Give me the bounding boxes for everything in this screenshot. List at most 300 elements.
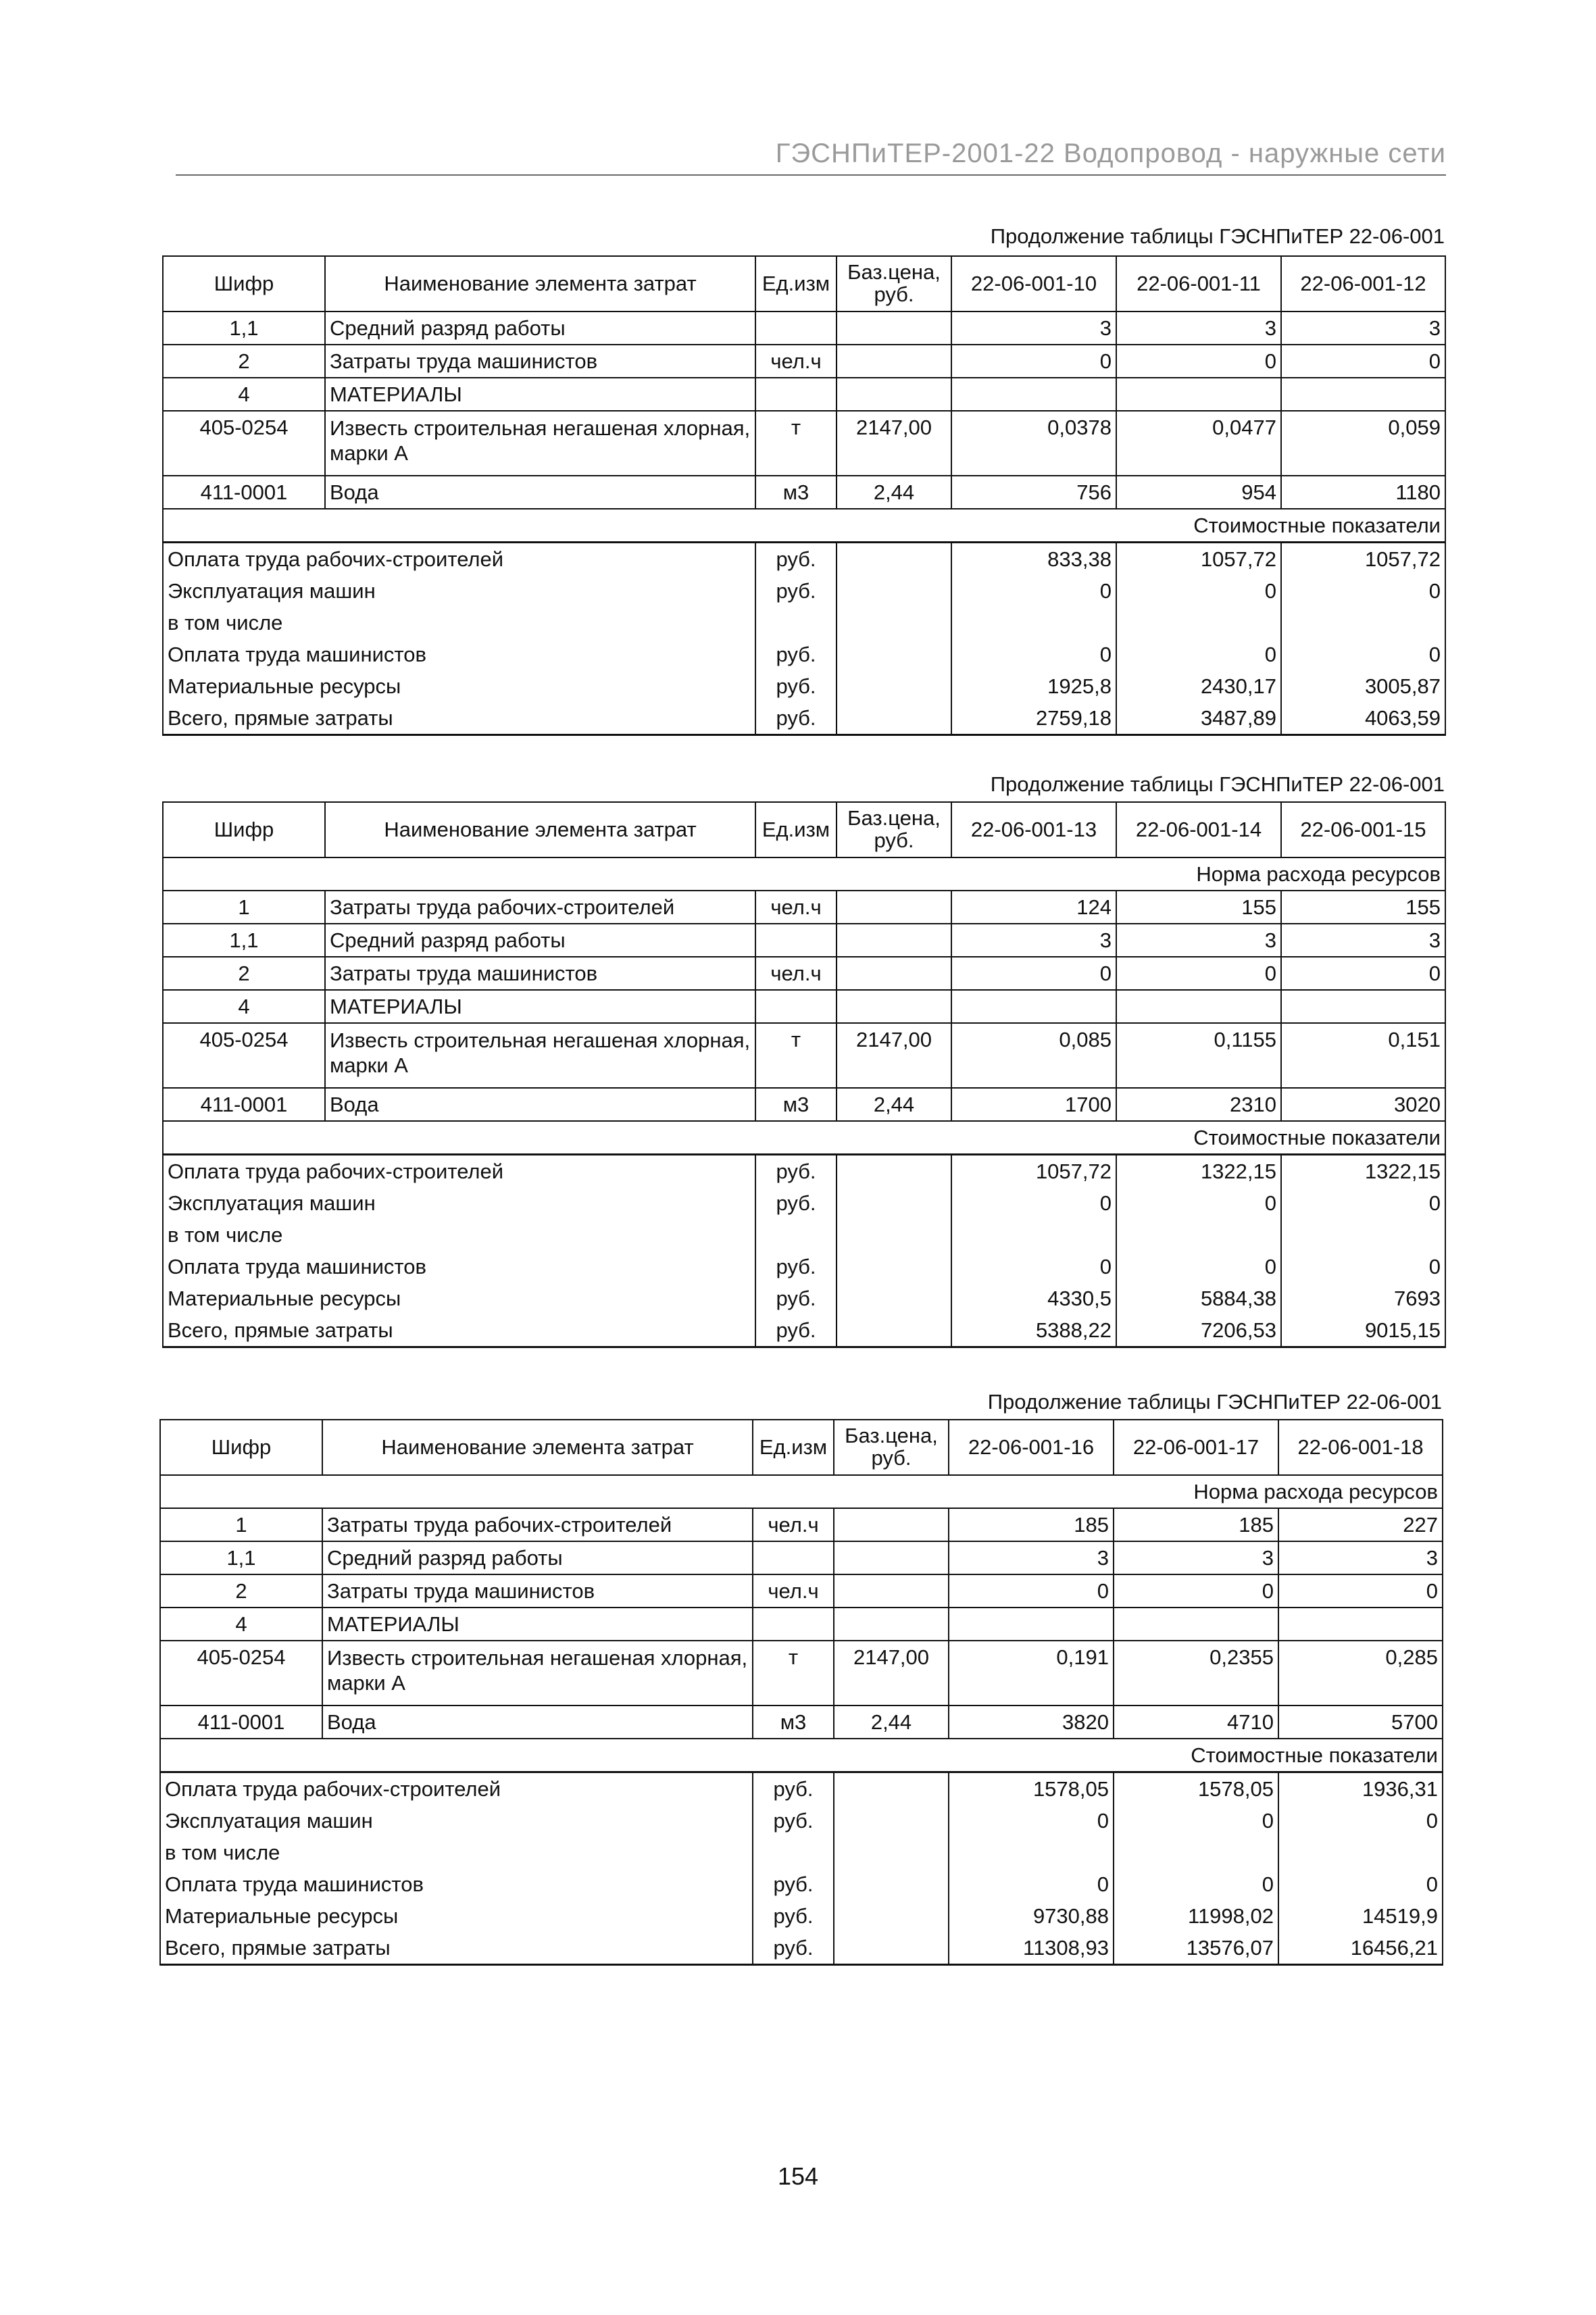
cost-row [163, 702, 1445, 735]
row-code: 411-0001 [163, 476, 325, 509]
header-unit: Ед.изм [755, 256, 837, 312]
row-value: 0,0378 [951, 411, 1116, 476]
row-price [837, 378, 951, 411]
cost-price [837, 702, 951, 735]
table-row [163, 345, 1445, 378]
row-value: 0 [951, 345, 1116, 378]
row-code: 405-0254 [160, 1641, 322, 1706]
cost-price [834, 1932, 949, 1965]
row-name: Вода [325, 476, 755, 509]
cost-value: 9730,88 [949, 1900, 1114, 1932]
cost-unit: руб. [755, 1314, 837, 1347]
row-unit [753, 1608, 834, 1641]
cost-value [1116, 607, 1281, 639]
row-price: 2,44 [837, 476, 951, 509]
row-unit: м3 [755, 1088, 837, 1121]
row-price [837, 957, 951, 990]
row-value [1281, 990, 1445, 1023]
cost-unit: руб. [755, 1155, 837, 1188]
table-row [163, 1023, 1445, 1088]
row-price [837, 891, 951, 924]
cost-section-label: Стоимостные показатели [160, 1739, 1443, 1772]
header-rate-code: 22-06-001-13 [951, 802, 1116, 857]
header-rate-code: 22-06-001-12 [1281, 256, 1445, 312]
header-row [160, 1420, 1443, 1475]
cost-value [1278, 1837, 1443, 1868]
cost-value: 11308,93 [949, 1932, 1114, 1965]
running-header: ГЭСНПиТЕР-2001-22 Водопровод - наружные сети [775, 139, 1446, 168]
cost-value [951, 1219, 1116, 1251]
row-price: 2147,00 [837, 1023, 951, 1088]
cost-value: 1578,05 [949, 1772, 1114, 1806]
cost-value: 0 [951, 639, 1116, 670]
row-value: 0 [1116, 345, 1281, 378]
table-caption: Продолжение таблицы ГЭСНПиТЕР 22-06-001 [990, 772, 1445, 796]
cost-row [163, 1155, 1445, 1188]
row-value: 0,059 [1281, 411, 1445, 476]
cost-name: Всего, прямые затраты [160, 1932, 753, 1965]
row-value: 3 [1281, 312, 1445, 345]
row-value: 0 [951, 957, 1116, 990]
row-name: Вода [325, 1088, 755, 1121]
row-name: Известь строительная негашеная хлорная, марки А [322, 1641, 753, 1706]
cost-value: 0 [1281, 575, 1445, 607]
cost-unit: руб. [755, 670, 837, 702]
cost-value: 0 [1114, 1868, 1278, 1900]
cost-unit: руб. [755, 543, 837, 576]
cost-row [163, 639, 1445, 670]
cost-row [163, 607, 1445, 639]
row-value: 227 [1278, 1508, 1443, 1541]
table-row [163, 1088, 1445, 1121]
cost-value: 2430,17 [1116, 670, 1281, 702]
row-unit [755, 378, 837, 411]
cost-value: 2759,18 [951, 702, 1116, 735]
row-price: 2,44 [834, 1706, 949, 1739]
header-code: Шифр [160, 1420, 322, 1475]
cost-name: в том числе [163, 607, 755, 639]
row-code: 1,1 [163, 312, 325, 345]
page-number: 154 [777, 2162, 819, 2190]
row-value: 185 [949, 1508, 1114, 1541]
cost-value: 3487,89 [1116, 702, 1281, 735]
cost-value: 0 [949, 1805, 1114, 1837]
row-unit: чел.ч [753, 1574, 834, 1608]
cost-name: Эксплуатация машин [163, 575, 755, 607]
row-unit [755, 990, 837, 1023]
cost-price [837, 1219, 951, 1251]
cost-price [837, 639, 951, 670]
header-rate-code: 22-06-001-10 [951, 256, 1116, 312]
row-name: Затраты труда машинистов [322, 1574, 753, 1608]
row-value: 1700 [951, 1088, 1116, 1121]
table-row [163, 411, 1445, 476]
row-value: 3 [951, 312, 1116, 345]
row-name: Вода [322, 1706, 753, 1739]
cost-value: 0 [951, 1187, 1116, 1219]
cost-value: 0 [1116, 1251, 1281, 1283]
row-name: Средний разряд работы [325, 924, 755, 957]
table-row [163, 378, 1445, 411]
cost-price [837, 670, 951, 702]
row-name: Затраты труда машинистов [325, 957, 755, 990]
section-row [163, 857, 1445, 891]
cost-value: 7206,53 [1116, 1314, 1281, 1347]
row-value: 155 [1281, 891, 1445, 924]
row-price [837, 312, 951, 345]
row-unit [755, 924, 837, 957]
cost-value [1281, 1219, 1445, 1251]
cost-value [1114, 1837, 1278, 1868]
row-value: 0,085 [951, 1023, 1116, 1088]
cost-section-label: Стоимостные показатели [163, 1121, 1445, 1155]
cost-name: Всего, прямые затраты [163, 1314, 755, 1347]
row-code: 2 [163, 957, 325, 990]
cost-name: Всего, прямые затраты [163, 702, 755, 735]
header-name: Наименование элемента затрат [322, 1420, 753, 1475]
row-price: 2147,00 [837, 411, 951, 476]
cost-row [163, 543, 1445, 576]
table-caption: Продолжение таблицы ГЭСНПиТЕР 22-06-001 [987, 1390, 1442, 1414]
cost-name: в том числе [160, 1837, 753, 1868]
cost-row [160, 1772, 1443, 1806]
cost-unit: руб. [755, 1251, 837, 1283]
cost-price [834, 1772, 949, 1806]
row-code: 411-0001 [163, 1088, 325, 1121]
cost-row [163, 1314, 1445, 1347]
row-value [1278, 1608, 1443, 1641]
row-name: Затраты труда рабочих-строителей [325, 891, 755, 924]
cost-row [160, 1837, 1443, 1868]
cost-unit: руб. [755, 575, 837, 607]
row-value: 756 [951, 476, 1116, 509]
row-value: 3 [949, 1541, 1114, 1574]
header-unit: Ед.изм [753, 1420, 834, 1475]
cost-price [837, 1187, 951, 1219]
header-rate-code: 22-06-001-14 [1116, 802, 1281, 857]
section-row [163, 509, 1445, 543]
row-price: 2,44 [837, 1088, 951, 1121]
table-caption: Продолжение таблицы ГЭСНПиТЕР 22-06-001 [990, 224, 1445, 248]
row-value: 3 [1114, 1541, 1278, 1574]
cost-name: Материальные ресурсы [163, 1283, 755, 1314]
row-value: 0,1155 [1116, 1023, 1281, 1088]
row-unit: м3 [753, 1706, 834, 1739]
cost-price [834, 1900, 949, 1932]
cost-row [160, 1932, 1443, 1965]
cost-value: 0 [1281, 639, 1445, 670]
cost-value: 0 [1278, 1868, 1443, 1900]
cost-section-label: Стоимостные показатели [163, 509, 1445, 543]
row-name: Известь строительная негашеная хлорная, марки А [325, 1023, 755, 1088]
row-value: 124 [951, 891, 1116, 924]
row-unit: чел.ч [755, 957, 837, 990]
row-value [951, 378, 1116, 411]
row-unit: чел.ч [753, 1508, 834, 1541]
row-code: 1,1 [160, 1541, 322, 1574]
cost-value: 0 [1281, 1251, 1445, 1283]
cost-value: 1057,72 [1116, 543, 1281, 576]
cost-unit: руб. [755, 1187, 837, 1219]
cost-name: Оплата труда рабочих-строителей [163, 543, 755, 576]
cost-value: 13576,07 [1114, 1932, 1278, 1965]
row-value: 0 [949, 1574, 1114, 1608]
row-name: МАТЕРИАЛЫ [322, 1608, 753, 1641]
header-price: Баз.цена, руб. [837, 256, 951, 312]
row-value: 0,0477 [1116, 411, 1281, 476]
row-price: 2147,00 [834, 1641, 949, 1706]
cost-name: Оплата труда машинистов [160, 1868, 753, 1900]
row-value [1116, 990, 1281, 1023]
row-value: 0 [1278, 1574, 1443, 1608]
header-rate-code: 22-06-001-16 [949, 1420, 1114, 1475]
cost-price [834, 1868, 949, 1900]
cost-value: 1057,72 [951, 1155, 1116, 1188]
cost-price [837, 1314, 951, 1347]
cost-value [949, 1837, 1114, 1868]
row-code: 1 [163, 891, 325, 924]
row-value [1114, 1608, 1278, 1641]
cost-value: 0 [951, 1251, 1116, 1283]
row-code: 2 [163, 345, 325, 378]
cost-row [163, 1219, 1445, 1251]
row-value: 5700 [1278, 1706, 1443, 1739]
row-value: 3 [951, 924, 1116, 957]
cost-value [951, 607, 1116, 639]
row-name: МАТЕРИАЛЫ [325, 378, 755, 411]
row-name: Затраты труда рабочих-строителей [322, 1508, 753, 1541]
row-value: 4710 [1114, 1706, 1278, 1739]
row-value: 0,191 [949, 1641, 1114, 1706]
cost-price [834, 1837, 949, 1868]
row-name: МАТЕРИАЛЫ [325, 990, 755, 1023]
row-value: 3 [1116, 924, 1281, 957]
cost-value: 1322,15 [1116, 1155, 1281, 1188]
row-code: 4 [163, 990, 325, 1023]
cost-value: 14519,9 [1278, 1900, 1443, 1932]
row-value: 0 [1281, 345, 1445, 378]
table-row [160, 1541, 1443, 1574]
header-price: Баз.цена, руб. [834, 1420, 949, 1475]
cost-value: 1936,31 [1278, 1772, 1443, 1806]
row-name: Известь строительная негашеная хлорная, марки А [325, 411, 755, 476]
row-value: 3 [1116, 312, 1281, 345]
cost-unit [753, 1837, 834, 1868]
row-name: Средний разряд работы [325, 312, 755, 345]
row-price [834, 1574, 949, 1608]
row-code: 4 [160, 1608, 322, 1641]
section-row [160, 1475, 1443, 1508]
header-row [163, 802, 1445, 857]
section-row [160, 1739, 1443, 1772]
table-row [163, 990, 1445, 1023]
row-value: 3 [1281, 924, 1445, 957]
cost-value: 4063,59 [1281, 702, 1445, 735]
table-row [163, 312, 1445, 345]
cost-row [160, 1805, 1443, 1837]
cost-value: 0 [1281, 1187, 1445, 1219]
cost-value: 3005,87 [1281, 670, 1445, 702]
cost-row [163, 1283, 1445, 1314]
cost-name: Оплата труда машинистов [163, 1251, 755, 1283]
cost-value: 5388,22 [951, 1314, 1116, 1347]
cost-value [1116, 1219, 1281, 1251]
header-rate-code: 22-06-001-18 [1278, 1420, 1443, 1475]
table-row [160, 1706, 1443, 1739]
table-row [163, 924, 1445, 957]
cost-value: 7693 [1281, 1283, 1445, 1314]
cost-price [834, 1805, 949, 1837]
cost-unit: руб. [753, 1772, 834, 1806]
header-code: Шифр [163, 802, 325, 857]
row-code: 1 [160, 1508, 322, 1541]
cost-value: 0 [1116, 639, 1281, 670]
table-row [160, 1641, 1443, 1706]
row-name: Затраты труда машинистов [325, 345, 755, 378]
cost-unit: руб. [753, 1805, 834, 1837]
cost-value: 833,38 [951, 543, 1116, 576]
cost-unit: руб. [755, 702, 837, 735]
norm-table [159, 1419, 1443, 1966]
cost-name: Материальные ресурсы [163, 670, 755, 702]
header-price: Баз.цена, руб. [837, 802, 951, 857]
cost-name: в том числе [163, 1219, 755, 1251]
row-value: 1180 [1281, 476, 1445, 509]
row-code: 4 [163, 378, 325, 411]
cost-name: Оплата труда рабочих-строителей [163, 1155, 755, 1188]
row-name: Средний разряд работы [322, 1541, 753, 1574]
row-price [837, 990, 951, 1023]
cost-value: 1057,72 [1281, 543, 1445, 576]
cost-value: 0 [1278, 1805, 1443, 1837]
cost-price [837, 1155, 951, 1188]
row-value: 2310 [1116, 1088, 1281, 1121]
row-value: 155 [1116, 891, 1281, 924]
cost-row [160, 1900, 1443, 1932]
cost-unit [755, 1219, 837, 1251]
cost-unit: руб. [753, 1932, 834, 1965]
row-value: 0 [1281, 957, 1445, 990]
cost-value: 0 [1114, 1805, 1278, 1837]
cost-value: 4330,5 [951, 1283, 1116, 1314]
row-code: 405-0254 [163, 411, 325, 476]
cost-unit: руб. [755, 1283, 837, 1314]
row-price [834, 1541, 949, 1574]
row-value: 954 [1116, 476, 1281, 509]
row-code: 1,1 [163, 924, 325, 957]
row-code: 405-0254 [163, 1023, 325, 1088]
row-price [837, 345, 951, 378]
cost-name: Оплата труда рабочих-строителей [160, 1772, 753, 1806]
row-value: 185 [1114, 1508, 1278, 1541]
row-value: 3 [1278, 1541, 1443, 1574]
row-value: 0,151 [1281, 1023, 1445, 1088]
cost-value: 9015,15 [1281, 1314, 1445, 1347]
row-value: 0 [1116, 957, 1281, 990]
cost-row [163, 1187, 1445, 1219]
table-row [160, 1608, 1443, 1641]
row-value [949, 1608, 1114, 1641]
row-value: 3020 [1281, 1088, 1445, 1121]
cost-value: 1578,05 [1114, 1772, 1278, 1806]
row-unit: чел.ч [755, 891, 837, 924]
section-row [163, 1121, 1445, 1155]
norm-table [162, 255, 1446, 736]
row-value: 3820 [949, 1706, 1114, 1739]
table-row [160, 1574, 1443, 1608]
cost-value: 11998,02 [1114, 1900, 1278, 1932]
row-unit: т [755, 1023, 837, 1088]
cost-value: 0 [1116, 1187, 1281, 1219]
cost-name: Материальные ресурсы [160, 1900, 753, 1932]
table-row [163, 891, 1445, 924]
header-rate-code: 22-06-001-15 [1281, 802, 1445, 857]
header-rule [176, 174, 1446, 176]
header-name: Наименование элемента затрат [325, 802, 755, 857]
header-name: Наименование элемента затрат [325, 256, 755, 312]
cost-price [837, 1251, 951, 1283]
header-rate-code: 22-06-001-11 [1116, 256, 1281, 312]
row-price [834, 1508, 949, 1541]
row-unit [755, 312, 837, 345]
row-unit: чел.ч [755, 345, 837, 378]
table-row [160, 1508, 1443, 1541]
row-value [1116, 378, 1281, 411]
cost-value [1281, 607, 1445, 639]
cost-unit: руб. [753, 1868, 834, 1900]
norm-section-label: Норма расхода ресурсов [160, 1475, 1443, 1508]
cost-value: 1925,8 [951, 670, 1116, 702]
cost-value: 0 [951, 575, 1116, 607]
row-unit [753, 1541, 834, 1574]
row-value [951, 990, 1116, 1023]
cost-value: 16456,21 [1278, 1932, 1443, 1965]
cost-name: Эксплуатация машин [163, 1187, 755, 1219]
cost-row [163, 575, 1445, 607]
header-unit: Ед.изм [755, 802, 837, 857]
cost-price [837, 607, 951, 639]
row-unit: т [753, 1641, 834, 1706]
cost-unit [755, 607, 837, 639]
cost-value: 0 [1116, 575, 1281, 607]
cost-name: Эксплуатация машин [160, 1805, 753, 1837]
cost-name: Оплата труда машинистов [163, 639, 755, 670]
row-price [837, 924, 951, 957]
header-row [163, 256, 1445, 312]
cost-row [160, 1868, 1443, 1900]
row-value: 0 [1114, 1574, 1278, 1608]
cost-row [163, 670, 1445, 702]
row-value: 0,2355 [1114, 1641, 1278, 1706]
cost-price [837, 1283, 951, 1314]
row-price [834, 1608, 949, 1641]
cost-value: 5884,38 [1116, 1283, 1281, 1314]
row-code: 2 [160, 1574, 322, 1608]
header-rate-code: 22-06-001-17 [1114, 1420, 1278, 1475]
cost-price [837, 575, 951, 607]
cost-value: 0 [949, 1868, 1114, 1900]
table-row [163, 957, 1445, 990]
row-value: 0,285 [1278, 1641, 1443, 1706]
row-unit: м3 [755, 476, 837, 509]
cost-price [837, 543, 951, 576]
row-code: 411-0001 [160, 1706, 322, 1739]
cost-unit: руб. [753, 1900, 834, 1932]
norm-table [162, 801, 1446, 1348]
cost-unit: руб. [755, 639, 837, 670]
header-code: Шифр [163, 256, 325, 312]
cost-value: 1322,15 [1281, 1155, 1445, 1188]
